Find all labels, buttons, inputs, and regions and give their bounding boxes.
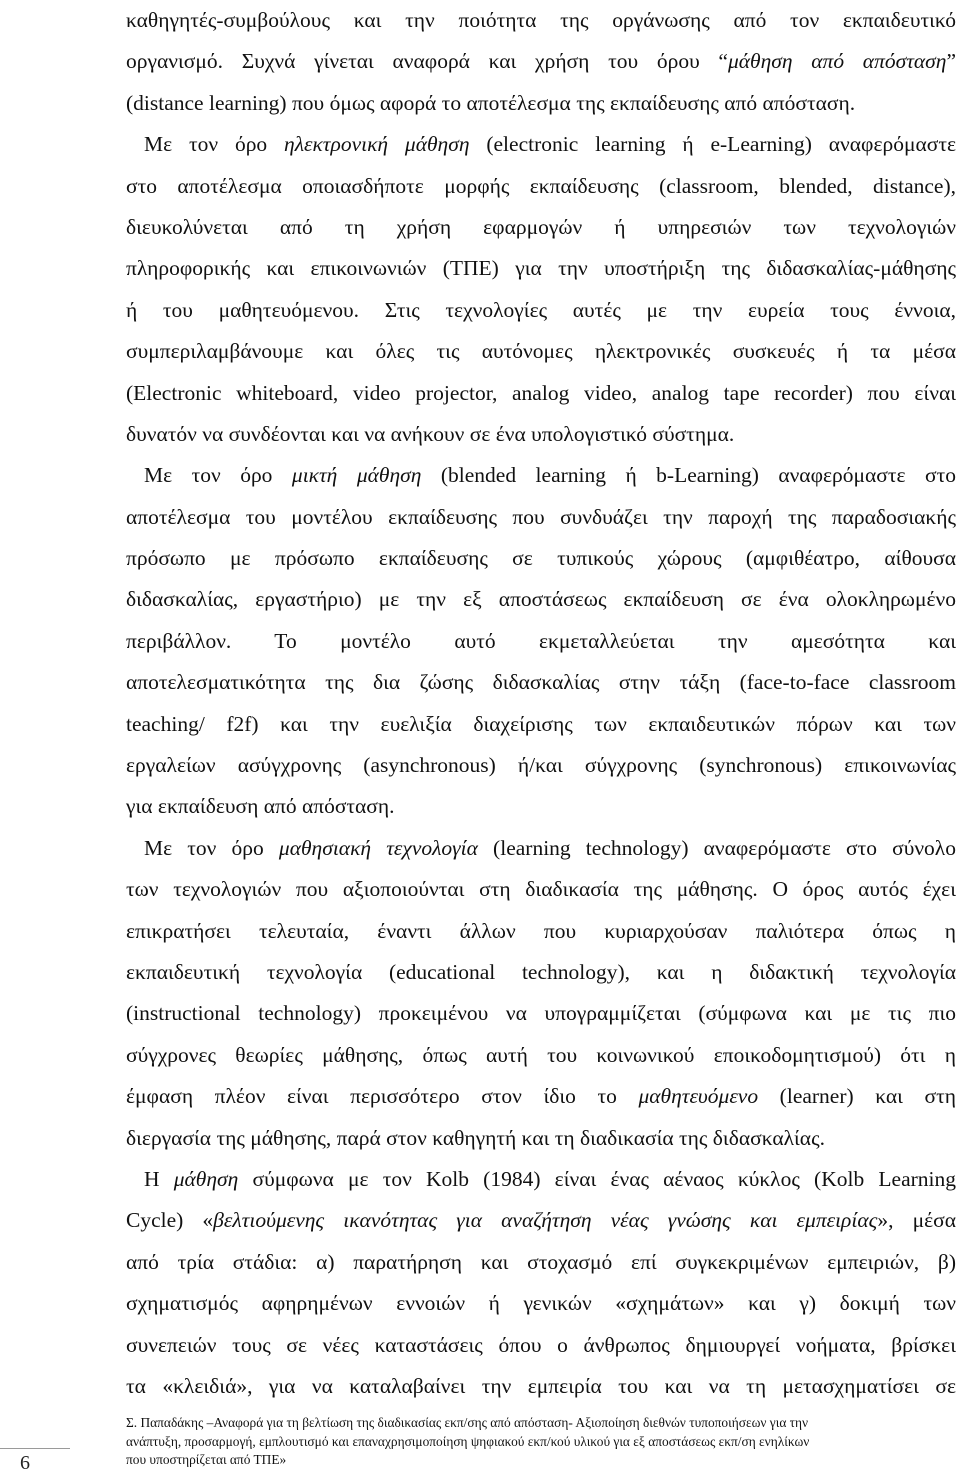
text-line: πρόσωπο με πρόσωπο εκπαίδευσης σε τυπικούς χώρους (αμφιθέατρο, αίθουσα bbox=[126, 546, 956, 571]
text-line: πληροφορικής και επικοινωνιών (ΤΠΕ) για την υποστήριξη της διδασκαλίας-μάθησης bbox=[126, 256, 956, 281]
text-line: (distance learning) που όμως αφορά το αποτέλεσμα της εκπαίδευσης από απόσταση. bbox=[126, 90, 856, 115]
text-line: αποτελεσματικότητα της δια ζώσης διδασκαλίας στην τάξη (face-to-face classroom bbox=[126, 670, 956, 695]
text-segment: », μέσα bbox=[877, 1208, 956, 1233]
text-line: (instructional technology) προκειμένου να υπογραμμίζεται (σύμφωνα και με τις πιο bbox=[126, 1001, 956, 1026]
text-line: σχηματισμός αφηρημένων εννοιών ή γενικών «σχημάτων» και γ) δοκιμή των bbox=[126, 1291, 956, 1316]
body-text bbox=[126, 0, 956, 1407]
text-line: ή του μαθητευόμενου. Στις τεχνολογίες αυτές με την ευρεία τους έννοια, bbox=[126, 297, 956, 322]
text-line: συμπεριλαμβάνουμε και όλες τις αυτόνομες ηλεκτρονικές συσκευές ή τα μέσα bbox=[126, 339, 956, 364]
footnote-line: Σ. Παπαδάκης –Αναφορά για τη βελτίωση της διαδικασίας εκπ/σης από απόσταση- Αξιοποίηση διεθνών τυποποιήσεων για την bbox=[126, 1415, 809, 1430]
text-line bbox=[126, 41, 956, 82]
text-line: εκπαιδευτική τεχνολογία (educational technology), και η διδακτική τεχνολογία bbox=[126, 959, 956, 984]
text-line: διδασκαλίας, εργαστήριο) με την εξ αποστάσεως εκπαίδευση σε ένα ολοκληρωμένο bbox=[126, 587, 956, 612]
text-line: εργαλείων ασύγχρονης (asynchronous) ή/και σύγχρονης (synchronous) επικοινωνίας bbox=[126, 753, 956, 778]
text-line: διεργασία της μάθησης, παρά στον καθηγητή και τη διαδικασία της διδασκαλίας. bbox=[126, 1125, 825, 1150]
text-line: σύγχρονες θεωρίες μάθησης, όπως αυτή του κοινωνικού εποικοδομητισμού) ότι η bbox=[126, 1042, 956, 1067]
text-line: συνεπειών τους σε νέες καταστάσεις όπου ο άνθρωπος δημιουργεί νοήματα, βρίσκει bbox=[126, 1332, 956, 1357]
footer-rule bbox=[0, 1448, 70, 1449]
text-line bbox=[126, 1159, 956, 1200]
text-line: περιβάλλον. Το μοντέλο αυτό εκμεταλλεύεται την αμεσότητα και bbox=[126, 628, 956, 653]
text-segment: (learning technology) αναφερόμαστε στο σύνολο bbox=[477, 835, 956, 860]
italic-term: βελτιούμενης ικανότητας για αναζήτηση νέας γνώσης και εμπειρίας bbox=[213, 1208, 878, 1233]
text-line: στο αποτέλεσμα οποιασδήποτε μορφής εκπαίδευσης (classroom, blended, distance), bbox=[126, 173, 956, 198]
text-segment: Με τον όρο bbox=[144, 132, 285, 157]
text-segment: έμφαση πλέον είναι περισσότερο στον ίδιο το bbox=[126, 1084, 639, 1109]
text-segment: (learner) και στη bbox=[758, 1084, 956, 1109]
text-segment: Η bbox=[144, 1166, 174, 1191]
text-segment: οργανισμό. Συχνά γίνεται αναφορά και χρήση του όρου “ bbox=[126, 49, 728, 74]
italic-term: μάθηση από απόσταση bbox=[727, 49, 947, 74]
text-line bbox=[126, 455, 956, 496]
footnote-line: που υποστηρίζεται από ΤΠΕ» bbox=[126, 1452, 287, 1467]
text-segment: (blended learning ή b-Learning) αναφερόμαστε στο bbox=[421, 463, 956, 488]
text-line: αποτέλεσμα του μοντέλου εκπαίδευσης που συνδυάζει την παροχή της παραδοσιακής bbox=[126, 504, 956, 529]
text-line: τα «κλειδιά», για να καταλαβαίνει την εμπειρία του και να τη μετασχηματίσει σε bbox=[126, 1373, 956, 1398]
italic-term: μάθηση bbox=[173, 1166, 239, 1191]
text-segment: Με τον όρο bbox=[144, 835, 279, 860]
text-line: (Electronic whiteboard, video projector, analog video, analog tape recorder) που είναι bbox=[126, 380, 956, 405]
page-number: 6 bbox=[20, 1452, 30, 1474]
text-segment: Με τον όρο bbox=[144, 463, 292, 488]
text-line bbox=[126, 1200, 956, 1241]
text-line: επικρατήσει τελευταία, έναντι άλλων που κυριαρχούσαν παλιότερα όπως η bbox=[126, 918, 956, 943]
text-segment: (electronic learning ή e-Learning) αναφερόμαστε bbox=[469, 132, 957, 157]
text-line bbox=[126, 828, 956, 869]
text-line: δυνατόν να συνδέονται και να ανήκουν σε ένα υπολογιστικό σύστημα. bbox=[126, 421, 735, 446]
text-line: διευκολύνεται από τη χρήση εφαρμογών ή υπηρεσιών των τεχνολογιών bbox=[126, 214, 956, 239]
text-line: των τεχνολογιών που αξιοποιούνται στη διαδικασία της μάθησης. Ο όρος αυτός έχει bbox=[126, 877, 956, 902]
text-line: από τρία στάδια: α) παρατήρηση και στοχασμό επί συγκεκριμένων εμπειριών, β) bbox=[126, 1249, 956, 1274]
text-line: teaching/ f2f) και την ευελιξία διαχείρισης των εκπαιδευτικών πόρων και των bbox=[126, 711, 956, 736]
text-line bbox=[126, 124, 956, 165]
text-segment: ” bbox=[946, 49, 956, 74]
italic-term: ηλεκτρονική μάθηση bbox=[284, 132, 470, 157]
text-line bbox=[126, 1076, 956, 1117]
footnote-line: ανάπτυξη, προσαρμογή, εμπλουτισμό και επαναχρησιμοποίηση ψηφιακού εκπ/κού υλικού για εξ αποστάσεως εκπ/ση ενηλίκων bbox=[126, 1433, 810, 1449]
text-segment: Cycle) « bbox=[126, 1208, 214, 1233]
text-line: καθηγητές-συμβούλους και την ποιότητα της οργάνωσης από τον εκπαιδευτικό bbox=[126, 8, 956, 32]
italic-term: μικτή μάθηση bbox=[291, 463, 422, 488]
footnote bbox=[126, 1414, 956, 1470]
italic-term: μαθητευόμενο bbox=[638, 1084, 759, 1109]
italic-term: μαθησιακή τεχνολογία bbox=[278, 835, 478, 860]
text-line: για εκπαίδευση από απόσταση. bbox=[126, 794, 395, 819]
text-segment: σύμφωνα με τον Kolb (1984) είναι ένας αέναος κύκλος (Kolb Learning bbox=[238, 1166, 956, 1191]
